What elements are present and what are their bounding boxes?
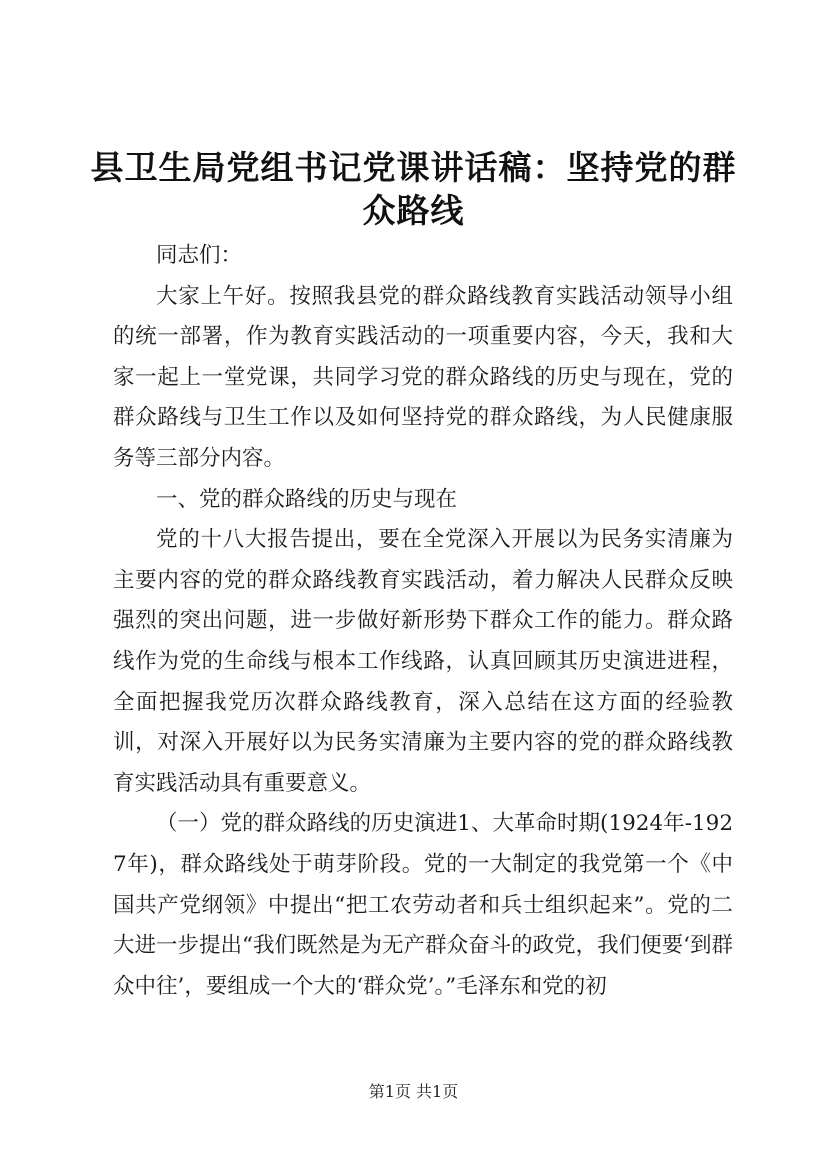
- section-heading: 一、党的群众路线的历史与现在: [156, 486, 458, 512]
- body-paragraph: 党的十八大报告提出，要在全党深入开展以为民务实清廉为主要内容的党的群众路线教育实践活动，着力解决人民群众反映强烈的突出问题，进一步做好新形势下群众工作的能力。群众路线作为党的生命线与根本工作线路，认真回顾其历史演进进程，全面把握我党历次群众路线教育，深入总结在这方面的经验教训，对深入开展好以为民务实清廉为主要内容的党的群众路线教育实践活动具有重要意义。: [113, 527, 733, 796]
- page-number-footer: 第1页 共1页: [368, 1082, 459, 1101]
- intro-paragraph: 大家上午好。按照我县党的群众路线教育实践活动领导小组的统一部署，作为教育实践活动的一项重要内容，今天，我和大家一起上一堂党课，共同学习党的群众路线的历史与现在，党的群众路线与卫生工作以及如何坚持党的群众路线，为人民健康服务等三部分内容。: [113, 283, 733, 471]
- document-title: 县卫生局党组书记党课讲话稿：坚持党的群众路线: [90, 148, 737, 230]
- salutation-paragraph: 同志们：: [156, 243, 243, 268]
- body-paragraph: （一）党的群众路线的历史演进1、大革命时期(1924年-1927年)，群众路线处于萌芽阶段。党的一大制定的我党第一个《中国共产党纲领》中提出“把工农劳动者和兵士组织起来”。党的二大进一步提出“我们既然是为无产群众奋斗的政党，我们便要‘到群众中往’，要组成一个大的‘群众党’。”毛泽东和党的初: [113, 811, 733, 999]
- document-body: [113, 236, 733, 1007]
